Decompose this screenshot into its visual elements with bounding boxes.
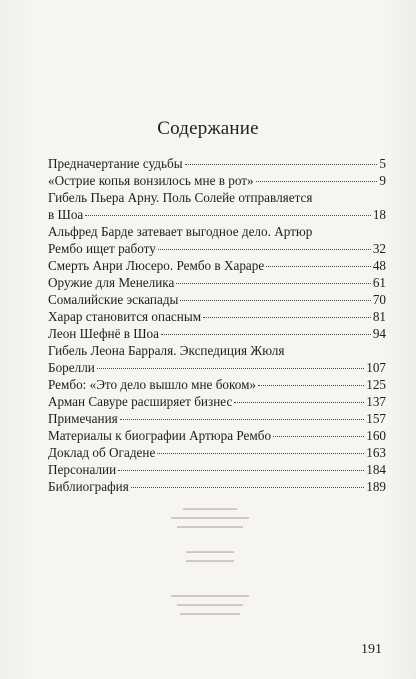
toc-entry-page: 18 [372,207,386,222]
dot-leader [203,317,371,318]
toc-entry[interactable] [48,376,386,393]
toc-entry[interactable] [48,342,386,376]
toc-entry-title: Леон Шефнё в Шоа [48,326,159,341]
toc-entry[interactable] [48,444,386,461]
toc-entry-title: Предначертание судьбы [48,156,183,171]
toc-entry[interactable] [48,257,386,274]
dot-leader [273,436,364,437]
toc-entry-page: 189 [366,479,386,494]
toc-entry-page: 5 [379,156,386,171]
toc-entry-title: Харар становится опасным [48,309,202,324]
toc-entry-title: Арман Савуре расширяет бизнес [48,394,233,409]
dot-leader [256,181,378,182]
toc-entry[interactable] [48,461,386,478]
toc-entry[interactable] [48,274,386,291]
toc-entry-title-cont: Рембо ищет работу [48,241,156,256]
table-of-contents [48,155,386,495]
dot-leader [185,164,378,165]
toc-entry-title: Персоналии [48,462,117,477]
toc-entry-page: 48 [372,258,386,273]
dot-leader [176,283,370,284]
dot-leader [161,334,371,335]
toc-entry-title: Рембо: «Это дело вышло мне боком» [48,377,257,392]
dot-leader [131,487,364,488]
toc-entry-title: Альфред Барде затевает выгодное дело. Артюр [48,224,313,239]
toc-entry-page: 137 [366,394,386,409]
toc-entry-page: 9 [379,173,386,188]
toc-entry[interactable] [48,325,386,342]
show-through-block: ▬▬▬▬▬▬▬▬ ▬▬▬▬▬▬▬▬ [186,549,234,564]
show-through-block: ▬▬▬▬▬▬▬▬▬▬▬▬▬ ▬▬▬▬▬▬▬▬▬▬▬ ▬▬▬▬▬▬▬▬▬▬ [171,593,249,617]
toc-entry-title-cont: Борелли [48,360,95,375]
dot-leader [118,470,364,471]
toc-entry[interactable] [48,223,386,257]
toc-entry-title: «Острие копья вонзилось мне в рот» [48,173,254,188]
toc-entry-page: 157 [366,411,386,426]
toc-entry[interactable] [48,155,386,172]
dot-leader [157,453,364,454]
toc-entry-page: 94 [372,326,386,341]
dot-leader [258,385,364,386]
dot-leader [97,368,364,369]
toc-entry-title: Оружие для Менелика [48,275,175,290]
toc-entry-page: 163 [366,445,386,460]
toc-entry-page: 160 [366,428,386,443]
toc-entry-title: Примечания [48,411,118,426]
page-number: 191 [361,642,382,657]
dot-leader [158,249,371,250]
toc-entry[interactable] [48,291,386,308]
dot-leader [266,266,371,267]
show-through-block: ▬▬▬▬▬▬▬▬▬ ▬▬▬▬▬▬▬▬▬▬▬▬▬ ▬▬▬▬▬▬▬▬▬▬▬ [171,506,249,530]
toc-entry[interactable] [48,172,386,189]
toc-entry-title: Гибель Пьера Арну. Поль Солейе отправляется [48,190,313,205]
toc-entry[interactable] [48,410,386,427]
toc-entry-title-cont: в Шоа [48,207,84,222]
toc-entry-page: 125 [366,377,386,392]
toc-entry-title: Библиография [48,479,129,494]
toc-entry-title: Доклад об Огадене [48,445,156,460]
page-title: Содержание [157,118,259,139]
toc-entry-title: Гибель Леона Барраля. Экспедиция Жюля [48,343,285,358]
toc-entry-title: Смерть Анри Люсеро. Рембо в Хараре [48,258,265,273]
toc-entry[interactable] [48,427,386,444]
toc-entry-page: 81 [372,309,386,324]
dot-leader [234,402,364,403]
toc-entry[interactable] [48,308,386,325]
toc-entry-title: Сомалийские эскапады [48,292,179,307]
dot-leader [120,419,365,420]
toc-entry-page: 32 [372,241,386,256]
dot-leader [85,215,371,216]
toc-entry[interactable] [48,478,386,495]
toc-entry[interactable] [48,189,386,223]
toc-entry-page: 70 [372,292,386,307]
toc-entry-page: 61 [372,275,386,290]
toc-entry[interactable] [48,393,386,410]
toc-entry-title: Материалы к биографии Артюра Рембо [48,428,272,443]
toc-entry-page: 184 [366,462,386,477]
dot-leader [180,300,370,301]
toc-entry-page: 107 [366,360,386,375]
